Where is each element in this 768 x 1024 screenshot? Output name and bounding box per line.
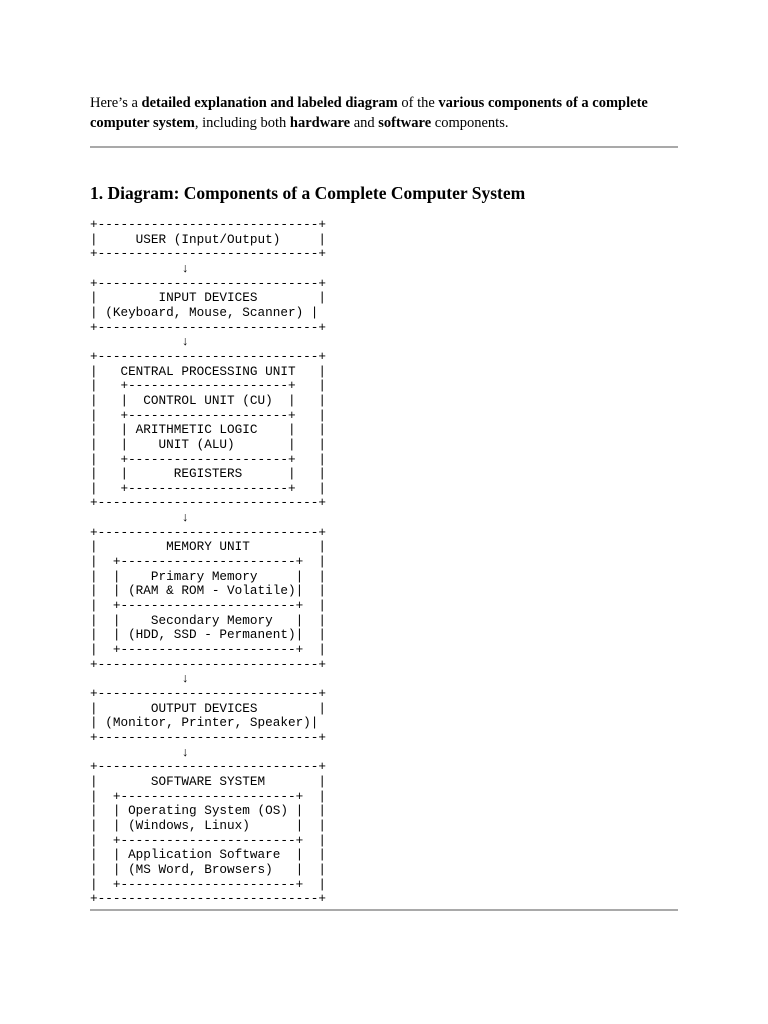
diagram-line: | +---------------------+ | — [90, 378, 327, 394]
diagram-line: +-----------------------------+ — [90, 319, 327, 335]
diagram-line: | | Operating System (OS) | | — [90, 803, 327, 819]
intro-bold-1: detailed explanation and labeled diagram — [141, 95, 398, 111]
diagram-line: | +-----------------------+ | — [90, 598, 327, 614]
diagram-line: ↓ — [90, 334, 189, 350]
diagram-line: | | UNIT (ALU) | | — [90, 436, 327, 452]
diagram-line: | | (MS Word, Browsers) | | — [90, 861, 327, 877]
diagram-line: | | ARITHMETIC LOGIC | | — [90, 422, 327, 438]
diagram-line: | USER (Input/Output) | — [90, 231, 327, 247]
diagram-line: | | (RAM & ROM - Volatile)| | — [90, 583, 327, 599]
intro-paragraph — [90, 93, 678, 133]
diagram-line: +-----------------------------+ — [90, 729, 327, 745]
diagram-line: +-----------------------------+ — [90, 275, 327, 291]
diagram-line: | +-----------------------+ | — [90, 876, 327, 892]
diagram-line: | | (HDD, SSD - Permanent)| | — [90, 627, 327, 643]
diagram-line: | INPUT DEVICES | — [90, 290, 327, 306]
intro-text-5: components. — [431, 115, 509, 131]
horizontal-divider-top — [90, 146, 678, 148]
diagram-line: | +-----------------------+ | — [90, 832, 327, 848]
diagram-line: | | REGISTERS | | — [90, 466, 327, 482]
diagram-line: +-----------------------------+ — [90, 348, 327, 364]
diagram-line: +-----------------------------+ — [90, 686, 327, 701]
diagram-line: +-----------------------------+ — [90, 759, 327, 775]
diagram-line: +-----------------------------+ — [90, 495, 327, 511]
diagram-line: | MEMORY UNIT | — [90, 539, 327, 555]
diagram-line: | | Secondary Memory | | — [90, 612, 327, 628]
diagram-line: | (Monitor, Printer, Speaker)| — [90, 715, 319, 731]
diagram-line: | +-----------------------+ | — [90, 554, 327, 570]
diagram-line: | SOFTWARE SYSTEM | — [90, 773, 327, 789]
diagram-line: +-----------------------------+ — [90, 524, 327, 540]
diagram-line: +-----------------------------+ — [90, 656, 327, 672]
intro-text-3: , including both — [194, 115, 290, 131]
diagram-line: | +---------------------+ | — [90, 451, 327, 467]
intro-bold-2: various components of a complete computer system — [90, 95, 648, 131]
ascii-diagram — [90, 218, 326, 907]
intro-text-1: Here’s a — [90, 95, 142, 111]
diagram-line: | +---------------------+ | — [90, 480, 327, 496]
diagram-line: | OUTPUT DEVICES | — [90, 700, 327, 716]
horizontal-divider-bottom — [90, 909, 678, 911]
diagram-line: | +-----------------------+ | — [90, 788, 327, 804]
diagram-line: +-----------------------------+ — [90, 217, 327, 232]
diagram-line: | +---------------------+ | — [90, 407, 327, 423]
intro-text-4: and — [350, 115, 379, 131]
diagram-line: ↓ — [90, 260, 189, 276]
diagram-line: | | Application Software | | — [90, 847, 327, 863]
diagram-line: | | CONTROL UNIT (CU) | | — [90, 392, 327, 408]
diagram-line: ↓ — [90, 744, 189, 760]
diagram-line: | +-----------------------+ | — [90, 642, 327, 658]
section-heading: 1. Diagram: Components of a Complete Computer System — [90, 183, 526, 203]
diagram-line: | | (Windows, Linux) | | — [90, 817, 327, 833]
diagram-line: ↓ — [90, 510, 189, 526]
intro-bold-3: hardware — [289, 115, 351, 131]
intro-text-2: of the — [397, 95, 439, 111]
diagram-line: ↓ — [90, 671, 189, 687]
diagram-line: +-----------------------------+ — [90, 891, 327, 907]
intro-bold-4: software — [378, 115, 432, 131]
diagram-line: | | Primary Memory | | — [90, 568, 327, 584]
diagram-line: | (Keyboard, Mouse, Scanner) | — [90, 304, 319, 320]
diagram-line: | CENTRAL PROCESSING UNIT | — [90, 363, 327, 379]
diagram-line: +-----------------------------+ — [90, 246, 327, 262]
